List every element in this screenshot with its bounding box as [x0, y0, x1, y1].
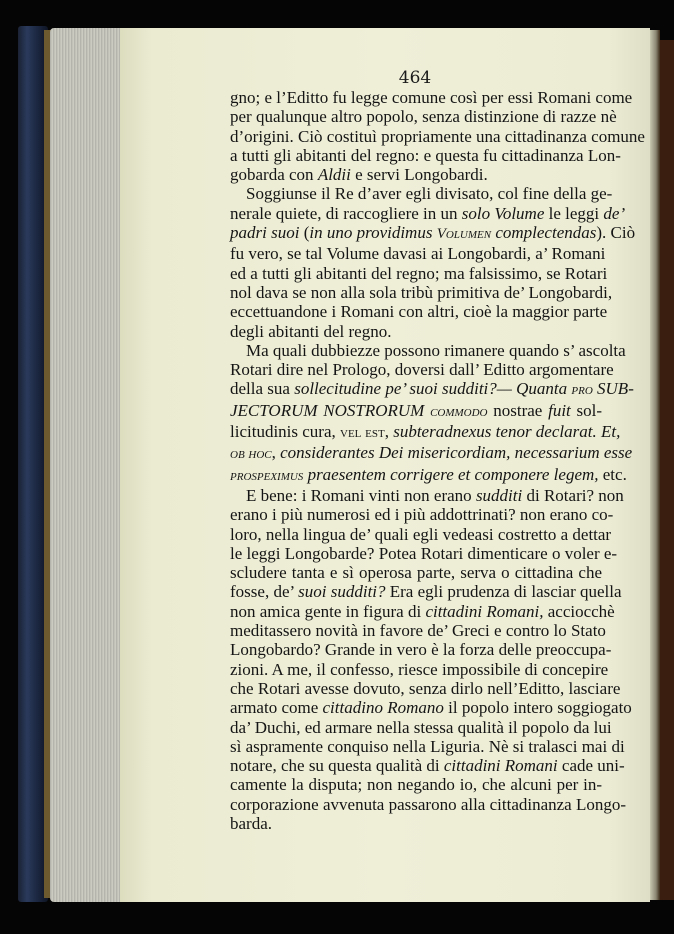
text-line: [230, 505, 614, 525]
text-line: [230, 543, 618, 563]
back-cover-edge: [660, 40, 674, 900]
text-segment: che Rotari avesse dovuto, senza dirlo nell’Editto, lasciare: [230, 678, 621, 698]
text-segment: prospeximus: [230, 467, 304, 484]
text-line: [230, 126, 645, 146]
text-segment: (: [299, 223, 310, 243]
text-segment: fu vero, se tal Volume davasi ai Longobardi, a’ Romani: [230, 244, 606, 264]
text-line: [230, 401, 602, 422]
text-segment: eccettuandone i Romani con altri, cioè la maggior parte: [230, 302, 608, 322]
text-line: [230, 360, 614, 380]
text-segment: armato come: [230, 698, 323, 718]
text-segment: le leggi Longobarde? Potea Rotari dimenticare o voler e-: [230, 543, 618, 563]
text-line: [230, 443, 633, 464]
text-line: [230, 601, 615, 621]
text-segment: d’origini. Ciò costituì propriamente una cittadinanza comune: [230, 126, 645, 146]
text-segment: il popolo intero soggiogato: [443, 698, 632, 718]
text-segment: E bene: i Romani vinti non erano: [246, 485, 476, 505]
text-segment: Soggiunse il Re d’aver egli divisato, col fine della ge-: [246, 184, 613, 204]
text-segment: cittadino Romano: [322, 698, 444, 718]
text-line: [230, 756, 625, 776]
text-segment: ,: [271, 443, 281, 463]
page-number: 464: [398, 68, 432, 88]
text-segment: nol dava se non alla sola tribù primitiva de’ Longobardi,: [230, 282, 613, 302]
text-segment: Aldii: [317, 165, 351, 185]
text-line: [230, 88, 633, 107]
text-segment: etc.: [598, 464, 627, 484]
text-segment: notare, che su questa qualità di: [230, 756, 444, 776]
text-segment: vel est: [340, 425, 385, 442]
text-segment: della sua: [230, 379, 295, 399]
text-segment: fuit: [548, 400, 571, 420]
text-line: [230, 717, 612, 737]
text-segment: nerale quiete, di raccogliere in un: [230, 203, 462, 223]
text-line: [230, 184, 613, 204]
text-segment: subteradnexus tenor declarat. Et,: [393, 422, 621, 442]
page-right-edge: [650, 30, 660, 900]
text-segment: da’ Duchi, ed armare nella stessa qualità il popolo da lui: [230, 717, 612, 737]
text-segment: Longobardo? Grande in vero è la forza delle preoccupa-: [230, 640, 612, 660]
text-segment: sudditi: [475, 485, 523, 505]
text-segment: sol-: [570, 400, 603, 420]
text-segment: corporazione avvenuta passarono alla cittadinanza Longo-: [230, 794, 627, 814]
text-segment: ). Ciò: [596, 223, 636, 243]
text-segment: suoi sudditi?: [298, 582, 386, 602]
text-segment: erano i più numerosi ed i più addottrinati? non erano co-: [230, 505, 614, 525]
text-segment: padri suoi: [230, 223, 300, 243]
text-segment: complectendas: [491, 223, 597, 243]
text-segment: acciocchè: [543, 601, 615, 621]
text-segment: Ma quali dubbiezze possono rimanere quando s’ ascolta: [246, 340, 626, 360]
text-segment: meditassero novità in favore de’ Greci e contro lo Stato: [230, 621, 606, 641]
text-line: [230, 322, 602, 341]
text-segment: praesentem corrigere et componere legem,: [303, 464, 599, 484]
text-segment: cittadini Romani,: [425, 601, 544, 621]
text-line: [230, 582, 622, 602]
text-segment: degli abitanti del regno.: [230, 321, 392, 341]
text-segment: le leggi: [544, 203, 604, 223]
text-segment: a tutti gli abitanti del regno: e questa fu cittadinanza Lon-: [230, 145, 621, 165]
text-line: [230, 485, 624, 505]
text-segment: JECTORUM NOSTRORUM: [230, 400, 431, 420]
text-line: [230, 263, 608, 283]
text-segment: scludere tanta e sì operosa parte, serva o cittadina che: [230, 563, 602, 583]
text-line: [230, 621, 606, 641]
text-line: [230, 282, 613, 302]
text-line: [230, 524, 612, 544]
text-line: [230, 244, 606, 264]
text-segment: cade uni-: [557, 756, 625, 776]
text-segment: nostrae: [487, 400, 549, 420]
text-segment: zioni. A me, il confesso, riesce impossibile di concepire: [230, 659, 609, 679]
text-line: [230, 165, 602, 184]
text-segment: pro: [571, 382, 593, 399]
text-line: [230, 659, 609, 679]
text-line: [230, 736, 625, 756]
text-segment: Era egli prudenza di lasciar quella: [385, 582, 622, 602]
text-line: [230, 698, 632, 718]
text-line: [230, 340, 626, 360]
text-segment: Volumen: [436, 226, 492, 243]
text-segment: licitudinis cura,: [230, 422, 341, 442]
text-line: [230, 678, 621, 698]
text-segment: ob hoc: [230, 446, 272, 463]
text-segment: sollecitudine pe’ suoi sudditi?— Quanta: [294, 379, 572, 399]
text-segment: de’: [603, 203, 626, 223]
text-segment: ,: [384, 422, 394, 442]
text-line: [230, 302, 608, 322]
text-line: [230, 814, 602, 833]
text-segment: in uno providimus: [309, 223, 437, 243]
text-segment: loro, nella lingua de’ quali egli vedeasi costretto a dettar: [230, 524, 612, 544]
text-segment: sì aspramente conquiso nella Liguria. Nè si tralasci mai di: [230, 736, 625, 756]
text-line: [230, 379, 634, 400]
text-line: [230, 464, 627, 486]
text-segment: e servi Longobardi.: [350, 165, 488, 185]
text-segment: cittadini Romani: [443, 756, 558, 776]
text-line: [230, 223, 636, 244]
text-line: [230, 794, 627, 814]
text-segment: non amica gente in figura di: [230, 601, 426, 621]
text-line: [230, 563, 602, 582]
text-segment: ed a tutti gli abitanti del regno; ma falsissimo, se Rotari: [230, 263, 608, 283]
text-segment: camente la disputa; non negando io, che alcuni per in-: [230, 775, 602, 795]
text-line: [230, 203, 626, 223]
text-segment: considerantes Dei misericordiam, necessarium esse: [280, 443, 633, 463]
text-line: [230, 422, 621, 443]
body-text: [230, 88, 645, 833]
page-stack-edge: [50, 28, 122, 902]
text-segment: gno; e l’Editto fu legge comune così per essi Romani come: [230, 88, 633, 107]
text-line: [230, 775, 602, 794]
text-line: [230, 107, 617, 127]
text-segment: barda.: [230, 813, 273, 833]
text-segment: commodo: [430, 403, 488, 420]
text-segment: gobarda con: [230, 165, 318, 185]
text-segment: di Rotari? non: [522, 485, 624, 505]
text-segment: solo Volume: [461, 203, 545, 223]
text-segment: SUB-: [592, 379, 634, 399]
text-segment: per qualunque altro popolo, senza distinzione di razze nè: [230, 107, 617, 127]
text-segment: fosse, de’: [230, 582, 299, 602]
text-segment: Rotari dire nel Prologo, doversi dall’ Editto argomentare: [230, 360, 614, 380]
text-line: [230, 145, 621, 165]
text-line: [230, 640, 612, 660]
